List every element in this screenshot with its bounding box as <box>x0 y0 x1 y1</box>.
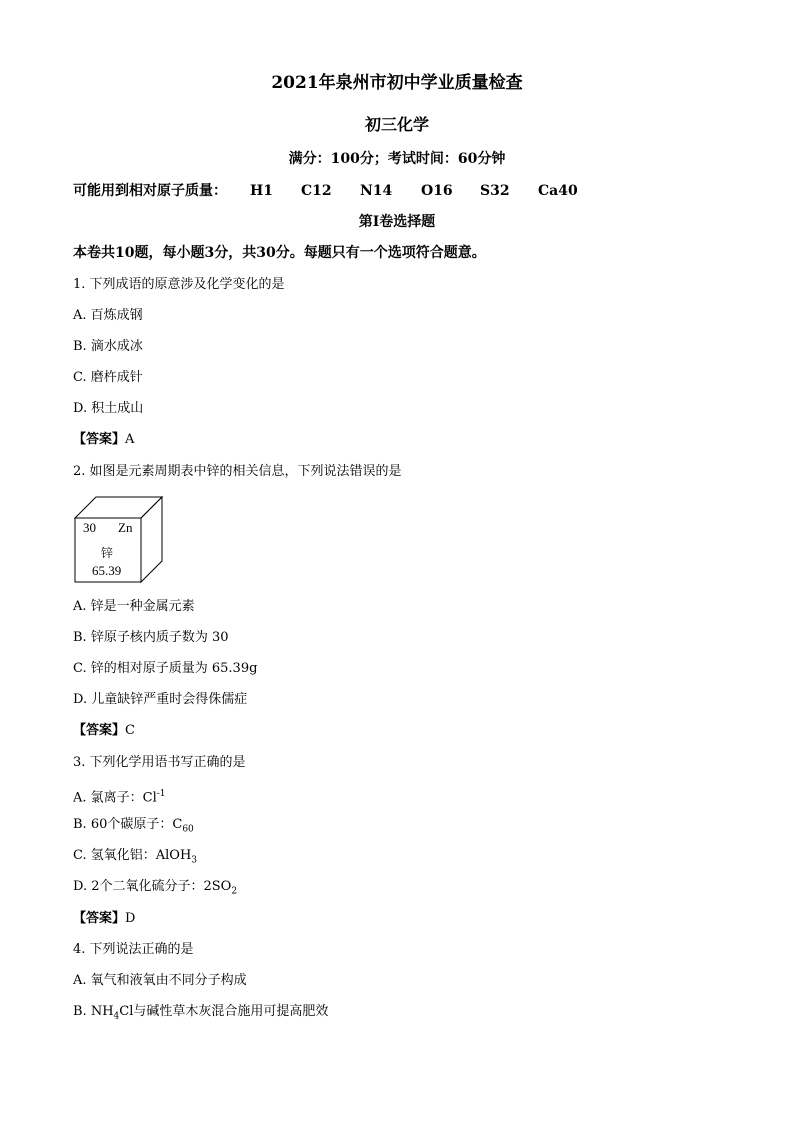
question-3-answer <box>73 910 135 928</box>
question-3-option-d <box>73 878 237 901</box>
question-2-option-d: D. 儿童缺锌严重时会得侏儒症 <box>73 692 248 707</box>
atomic-mass-label: 可能用到相对原子质量： <box>73 183 227 199</box>
question-2-answer <box>73 722 135 740</box>
question-1-option-c: C. 磨杵成针 <box>73 370 143 385</box>
section-title: 第I卷选择题 <box>358 214 436 230</box>
option-text: Cl与碱性草木灰混合施用可提高肥效 <box>119 1004 329 1019</box>
option-subscript: 3 <box>191 855 198 866</box>
answer-label: 【答案】 <box>73 723 126 738</box>
question-1-stem: 1. 下列成语的原意涉及化学变化的是 <box>73 277 285 292</box>
option-text: C. 氢氧化铝：AlOH <box>73 848 192 863</box>
option-subscript: 60 <box>182 824 194 835</box>
question-3-option-b <box>73 816 194 839</box>
answer-value: D <box>125 911 136 926</box>
option-superscript: -1 <box>156 789 166 799</box>
question-2-option-b: B. 锌原子核内质子数为 30 <box>73 630 229 645</box>
atomic-mass-item: H1 <box>250 183 273 199</box>
element-symbol: Zn <box>118 520 133 535</box>
atomic-mass-line <box>73 182 633 200</box>
question-4-option-a: A. 氧气和液氧由不同分子构成 <box>73 973 247 988</box>
answer-value: C <box>125 723 135 738</box>
question-1-answer <box>73 431 134 449</box>
page-title: 2021年泉州市初中学业质量检查 <box>271 73 523 93</box>
question-2-option-a: A. 锌是一种金属元素 <box>73 599 195 614</box>
option-subscript: 2 <box>231 886 238 897</box>
element-cube-drawing <box>74 496 164 586</box>
answer-label: 【答案】 <box>73 432 126 447</box>
atomic-mass-item: C12 <box>301 183 332 199</box>
question-2-stem: 2. 如图是元素周期表中锌的相关信息，下列说法错误的是 <box>73 464 402 479</box>
question-3-stem: 3. 下列化学用语书写正确的是 <box>73 755 246 770</box>
option-text: B. NH <box>73 1004 114 1019</box>
atomic-mass-item: N14 <box>360 183 393 199</box>
question-1-option-a: A. 百炼成钢 <box>73 308 143 323</box>
atomic-mass-item: S32 <box>480 183 510 199</box>
question-3-option-c <box>73 847 197 870</box>
atomic-mass-item: O16 <box>421 183 453 199</box>
answer-label: 【答案】 <box>73 911 126 926</box>
option-text: D. 2个二氧化硫分子：2SO <box>73 879 232 894</box>
atomic-mass-item: Ca40 <box>538 183 578 199</box>
answer-value: A <box>125 432 135 447</box>
option-text: A. 氯离子：Cl <box>73 790 157 806</box>
page-subtitle: 初三化学 <box>364 115 429 134</box>
element-name: 锌 <box>101 546 114 560</box>
question-1-option-b: B. 滴水成冰 <box>73 339 143 354</box>
question-2-option-c: C. 锌的相对原子质量为 65.39g <box>73 661 258 676</box>
score-time-info: 满分：100分；考试时间：60分钟 <box>288 151 506 167</box>
section-instructions: 本卷共10题，每小题3分，共30分。每题只有一个选项符合题意。 <box>73 245 486 261</box>
question-1-option-d: D. 积土成山 <box>73 401 144 416</box>
periodic-table-cell-zinc <box>74 496 164 586</box>
question-3-option-a <box>73 785 166 807</box>
option-subscript: 4 <box>113 1011 120 1022</box>
question-4-stem: 4. 下列说法正确的是 <box>73 942 194 957</box>
atomic-number: 30 <box>83 520 96 535</box>
atomic-mass: 65.39 <box>92 563 122 578</box>
option-text: B. 60个碳原子：C <box>73 817 183 832</box>
question-4-option-b <box>73 1003 328 1026</box>
